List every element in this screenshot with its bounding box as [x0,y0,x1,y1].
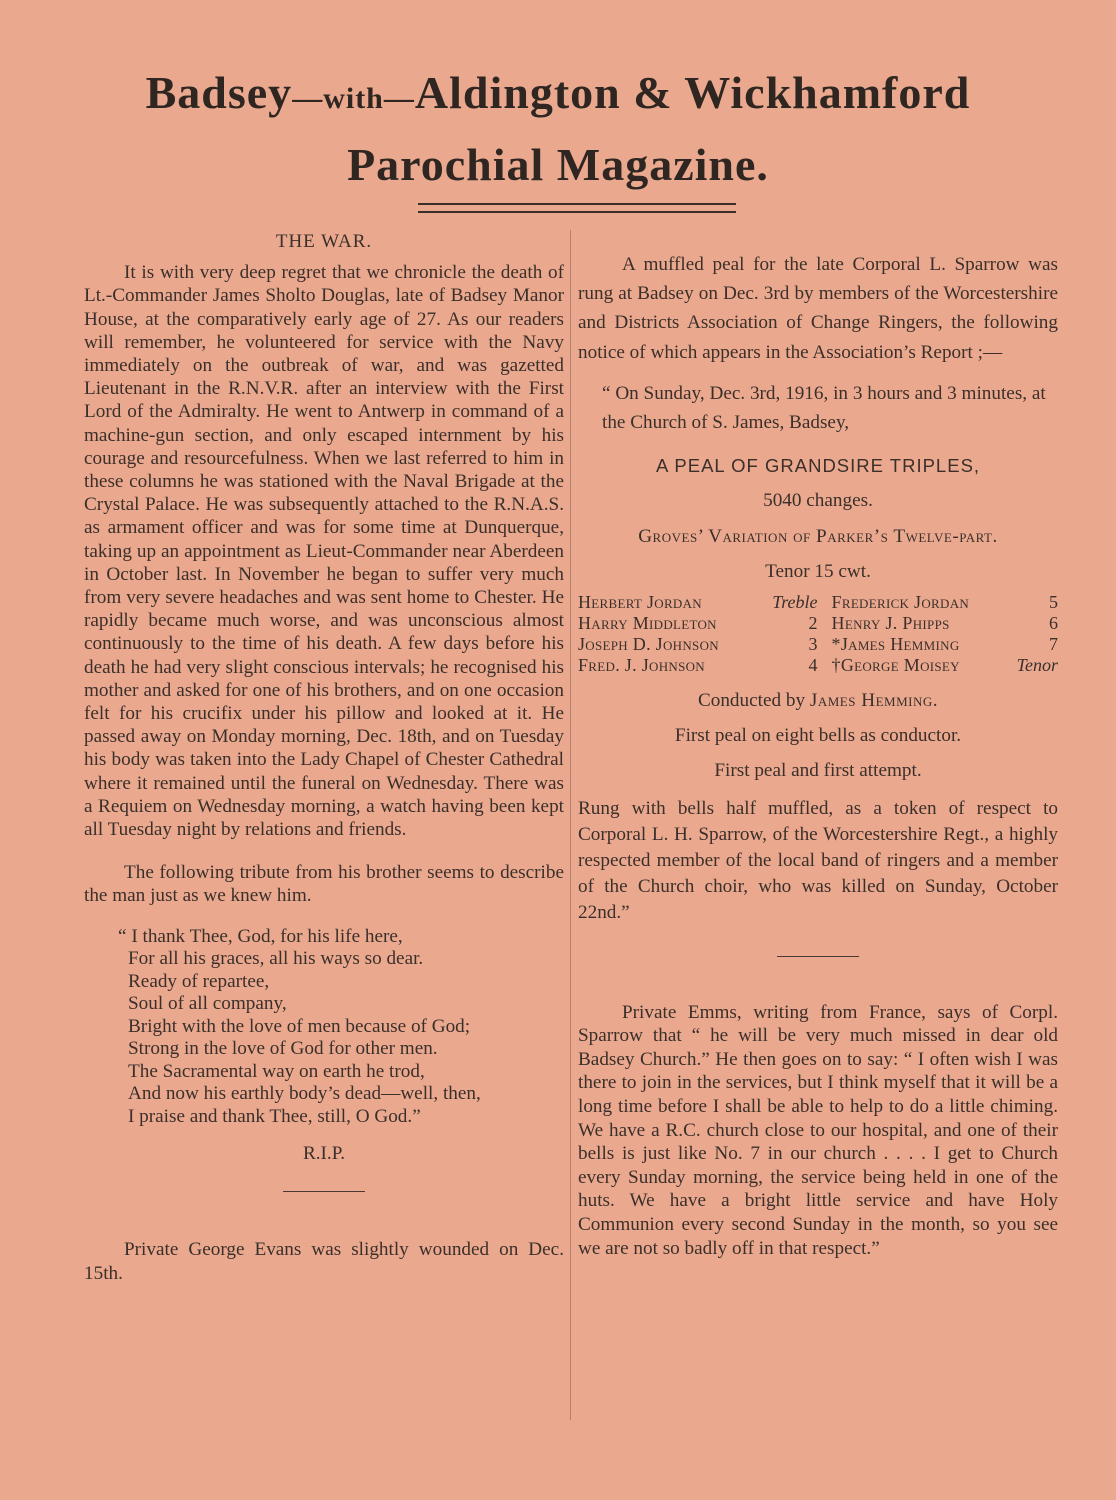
tribute-intro: The following tribute from his brother seems to describe the man just as we knew him. [84,862,564,907]
rung-note: Rung with bells half muffled, as a token of respect to Corporal L. H. Sparrow, of the Worcestershire Regt., a highly respected member of the local band of ringers and a member of the Church choir, who was killed on Sunday, October 22nd.” [578,797,1058,923]
ringer-bell: 4 [808,655,818,676]
title-line-1 [0,60,1116,132]
left-column [84,230,564,1285]
peal-changes: 5040 changes. [763,490,873,512]
poem-line: “ I thank Thee, God, for his life here, [118,925,403,947]
ringer-bell: 6 [1049,613,1058,634]
poem-line: For all his graces, all his ways so dear. [128,948,424,970]
ringer-bell: 2 [808,613,818,634]
ringer-name: Frederick Jordan [831,592,970,613]
ringers-table [578,592,1058,676]
masthead-double-rule [418,203,736,213]
peal-quote-open: “ On Sunday, Dec. 3rd, 1916, in 3 hours and 3 minutes, at the Church of S. James, Badsey, [602,382,1046,434]
first-attempt-note: First peal and first attempt. [714,760,922,782]
peal-tenor: Tenor 15 cwt. [765,560,871,582]
poem-line: Soul of all company, [128,993,287,1015]
title-badsey: Badsey [145,67,293,118]
peal-title: A PEAL OF GRANDSIRE TRIPLES, [655,455,981,477]
ringer-bell: Tenor [1016,655,1058,676]
peal-variation: Groves’ Variation of Parker’s Twelve-part. [638,525,998,547]
title-line-2: Parochial Magazine. [347,139,769,190]
evans-paragraph: Private George Evans was slightly wounded on Dec. 15th. [84,1239,564,1284]
poem-line: Strong in the love of God for other men. [128,1038,438,1060]
ringer-name: Fred. J. Johnson [578,655,705,676]
ringer-name: *James Hemming [831,634,960,655]
ringers-row [578,613,1058,634]
masthead [0,60,1116,198]
obituary-paragraph: It is with very deep regret that we chronicle the death of Lt.-Commander James Sholto Douglas, late of Badsey Manor House, at the comparatively early age of 27. As our readers will remember, he volunteered for service with the Navy immediately on the outbreak of war, and was gazetted Lieutenant in the R.N.V.R. after an interview with the First Lord of the Admiralty. He went to Antwerp in command of a machine-gun section, and only escaped internment by his courage and resourcefulness. When we last referred to him in these columns he was stationed with the Naval Brigade at the Crystal Palace. He was subsequently attached to the R.N.A.S. as armament officer and was for some time at Dunquerque, taking up an appointment as Lieut-Commander near Aberdeen in October last. In November he began to suffer very much from very severe headaches and was sent home to Chester. He rapidly became much worse, and was unconscious almost continuously to the time of his death. A few days before his death he had very slight conscious intervals; he recognised his mother and asked for one of his brothers, and on one occasion felt for his crucifix under his pillow and looked at it. He passed away on Monday morning, Dec. 18th, and on Tuesday his body was taken into the Lady Chapel of Chester Cathedral where it remained until the funeral on Wednesday. There was a Requiem on Wednesday morning, a watch having been kept all Tuesday night by relations and friends. [84,262,564,841]
poem-line: And now his earthly body’s dead—well, then, [128,1083,481,1105]
section-heading: THE WAR. [275,231,373,252]
conductor-name: James Hemming. [809,690,939,712]
rip-text: R.I.P. [302,1143,346,1165]
ringer-name: Herbert Jordan [578,592,702,613]
column-divider [570,230,571,1420]
poem-line: I praise and thank Thee, still, O God.” [128,1105,421,1127]
emms-paragraph: Private Emms, writing from France, says of Corpl. Sparrow that “ he will be very much missed in dear old Badsey Church.” He then goes on to say: “ I often wish I was there to join in the services, but I think myself that it will be a long time before I shall be able to help to do a little chiming. We have a R.C. church close to our hospital, and one of their bells is just like No. 7 in our church . . . . I get to Church every Sunday morning, the service being held in one of the huts. We have a bright little service and have Holy Communion every second Sunday in the month, so you see we are not so badly off in that respect.” [578,1001,1058,1259]
ringers-row [578,592,1058,613]
ringer-name: Harry Middleton [578,613,717,634]
title-aldington: Aldington & Wickhamford [414,67,971,118]
title-with: —with— [292,82,415,115]
ringers-row [578,634,1058,655]
ringer-name: Joseph D. Johnson [578,634,719,655]
ringer-bell: 7 [1049,634,1058,655]
conducted-prefix: Conducted by [697,690,810,712]
ringer-name: Henry J. Phipps [831,613,950,634]
ringer-name: †George Moisey [831,655,960,676]
tribute-poem [118,926,564,1129]
poem-line: Bright with the love of men because of God; [128,1015,471,1037]
poem-line: The Sacramental way on earth he trod, [128,1060,425,1082]
first-peal-note: First peal on eight bells as conductor. [674,725,962,747]
conducted-by [578,686,1058,715]
ringers-row [578,655,1058,676]
right-column [578,250,1058,1260]
poem-line: Ready of repartee, [128,970,270,992]
ringer-bell: 3 [808,634,818,655]
ringer-bell: Treble [772,592,818,613]
peal-intro: A muffled peal for the late Corporal L. Sparrow was rung at Badsey on Dec. 3rd by members of the Worcestershire and Districts Association of Change Ringers, the following notice of which appears in the Association’s Report ;— [578,254,1058,363]
ringer-bell: 5 [1049,592,1058,613]
